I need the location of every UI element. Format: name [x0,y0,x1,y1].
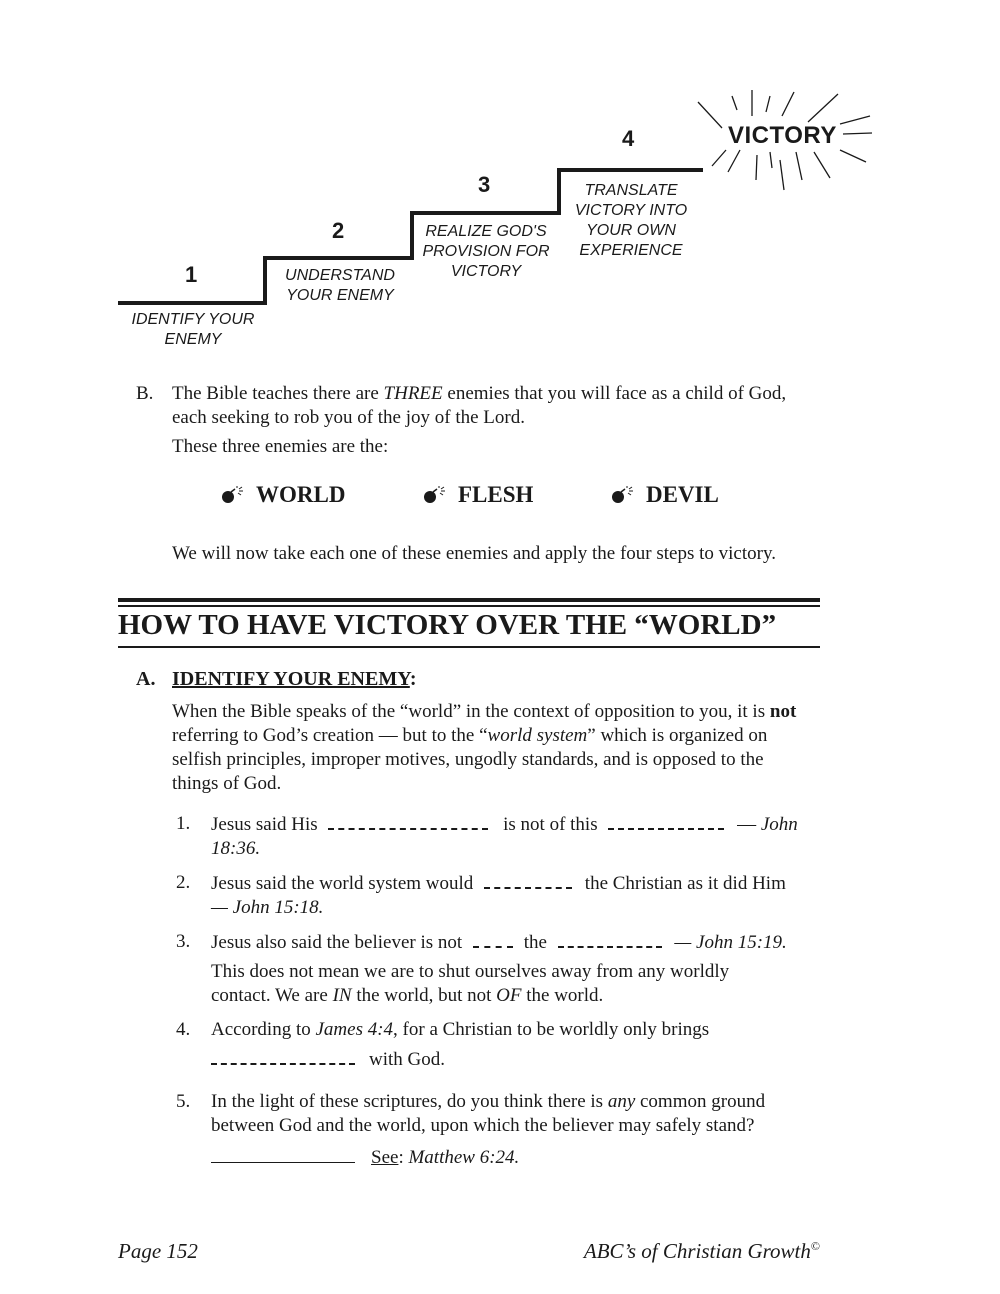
step-2-label-line: YOUR ENEMY [286,287,394,304]
item-number: 2. [176,872,191,893]
section-a-title-text: IDENTIFY YOUR ENEMY [172,668,410,690]
text-run: contact. We are [211,985,333,1006]
item-text: Jesus also said the believer is not [211,932,463,953]
see-colon: : [398,1147,409,1168]
text-run: the world. [521,985,604,1006]
step-3-label-line: PROVISION FOR [422,243,550,260]
step-3-label [414,222,558,282]
fill-in-blank[interactable] [558,930,662,948]
scripture-ref: — John 15:18. [211,897,324,918]
see-label: See [371,1147,399,1168]
book-title [584,1239,820,1264]
item-text: Jesus said the world system would [211,873,474,894]
emphasis-any: any [607,1091,636,1112]
item-text: between God and the world, upon which the believer may safely stand? [211,1115,755,1136]
item-text: Jesus said His [211,814,318,835]
step-2-label-line: UNDERSTAND [285,267,395,284]
victory-label: VICTORY [728,122,837,149]
text-run: The Bible teaches there are [172,383,384,404]
item-number: 1. [176,813,191,834]
emphasis-world-system: world system [487,725,588,746]
step-4-label-line: TRANSLATE [584,182,678,199]
section-b-line: These three enemies are the: [172,436,389,457]
fill-in-blank[interactable] [484,871,572,889]
enemy-flesh [422,482,533,508]
item-text: This does not mean we are to shut ourselves away from any worldly [211,961,730,982]
heading-rule-top-thin [118,605,820,607]
item-text: with God. [369,1049,445,1070]
bold-not: not [769,701,797,722]
enemy-label: FLESH [458,482,534,507]
section-b-closing: We will now take each one of these enemies and apply the four steps to victory. [172,543,776,564]
step-3-number: 3 [478,172,491,197]
paragraph-line: things of God. [172,773,282,794]
bomb-icon [610,486,634,504]
heading-rule-top [118,598,820,602]
fill-in-blank[interactable] [328,812,488,830]
section-a-paragraph [172,700,822,796]
paragraph-line [172,724,822,748]
section-heading: HOW TO HAVE VICTORY OVER THE “WORLD” [118,609,777,641]
fill-in-blank[interactable] [608,812,724,830]
text-run: When the Bible speaks of the “world” in the context of opposition to you, it is [172,701,770,722]
section-a-colon: : [409,668,417,690]
heading-rule-bottom [118,646,820,648]
bomb-icon [422,486,446,504]
section-b-line [172,382,832,406]
copyright-mark: © [810,1239,820,1253]
item-text [211,984,826,1008]
paragraph-line [172,700,822,724]
step-3-label-line: REALIZE GOD'S [425,223,547,240]
item-text: the Christian as it did Him [584,873,786,894]
list-item-4 [176,1018,826,1072]
section-a-title [172,668,416,691]
enemy-label: DEVIL [646,482,719,507]
list-item-1 [176,812,826,861]
step-3-label-line: VICTORY [450,263,522,280]
step-1-label-line: ENEMY [164,331,222,348]
step-2-number: 2 [332,218,345,243]
item-text: common ground [635,1091,766,1112]
list-item-3 [176,930,826,1008]
text-run: enemies that you will face as a child of God, [442,383,787,404]
step-2-label [272,266,408,306]
enemy-label: WORLD [256,482,346,507]
item-text: In the light of these scriptures, do you think there is [211,1091,608,1112]
section-b-marker: B. [136,383,154,404]
item-number: 5. [176,1091,191,1112]
fill-in-blank[interactable] [211,1047,355,1065]
section-b-line: each seeking to rob you of the joy of the Lord. [172,407,525,428]
list-item-2 [176,871,826,920]
paragraph-line: selfish principles, improper motives, ungodly standards, and is opposed to the [172,749,764,770]
step-4-label-line: YOUR OWN [586,222,676,239]
page-number: Page 152 [118,1239,198,1263]
scripture-ref: — John 15:19. [674,932,787,953]
step-1-label-line: IDENTIFY YOUR [131,311,255,328]
text-run: ” which is organized on [587,725,768,746]
step-1-label [118,310,268,350]
fill-in-blank[interactable] [473,930,513,948]
bomb-icon [220,486,244,504]
list-item-5 [176,1090,826,1170]
item-text: the [523,932,547,953]
item-text: According to [211,1019,316,1040]
section-b-paragraph [172,382,832,459]
text-run: referring to God’s creation — but to the “ [172,725,488,746]
section-a-marker: A. [136,668,156,690]
scripture-ref: John [760,814,798,835]
step-4-label [562,181,700,261]
answer-line[interactable] [211,1146,355,1163]
scripture-ref: James 4:4 [315,1019,394,1040]
emphasis-three: THREE [383,383,443,404]
step-4-label-line: EXPERIENCE [579,242,683,259]
emphasis-of: OF [496,985,522,1006]
enemy-devil [610,482,719,508]
staircase-diagram [0,0,1000,360]
book-title-text: ABC’s of Christian Growth [583,1239,811,1263]
enemy-world [220,482,345,508]
item-number: 4. [176,1019,191,1040]
emphasis-in: IN [332,985,352,1006]
scripture-ref: 18:36. [211,838,261,859]
step-4-number: 4 [622,126,635,151]
item-text: is not of this [503,814,598,835]
item-text: , for a Christian to be worldly only brings [393,1019,710,1040]
scripture-ref: Matthew 6:24. [408,1147,520,1168]
item-number: 3. [176,931,191,952]
text-run: the world, but not [351,985,497,1006]
item-text: — [737,814,761,835]
step-4-label-line: VICTORY INTO [574,202,688,219]
step-1-number: 1 [185,262,198,287]
